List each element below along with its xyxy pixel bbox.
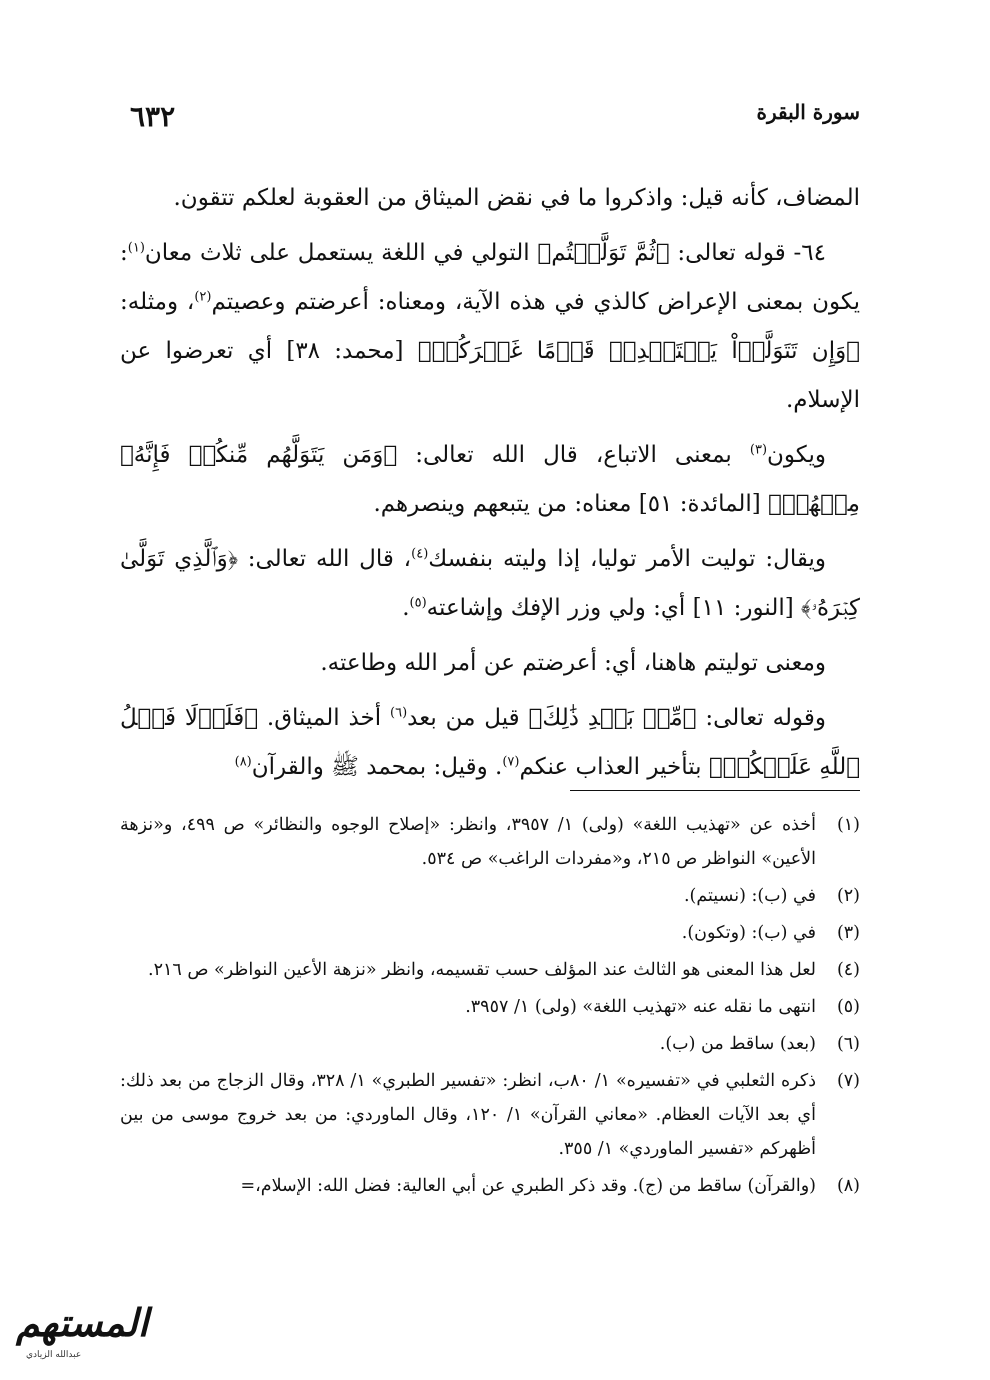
paragraph-5: ومعنى توليتم هاهنا، أي: أعرضتم عن أمر الله وطاعته. [320,650,826,676]
footnote-number: (٣) [836,923,860,943]
paragraph-6 [120,694,860,792]
footnote-text: انتهى ما نقله عنه «تهذيب اللغة» (ولى) ١/ ٣٩٥٧. [465,997,816,1017]
footnote-text: في (ب): (وتكون). [681,923,816,943]
footnote-number: (٦) [836,1034,860,1054]
paragraph-2-part-c: ، ومثله: ﴿وَإِن تَتَوَلَّوۡاْ يَسۡتَبۡدِلۡ قَوۡمًا غَيۡرَكُمۡ﴾ [محمد: ٣٨] أي تعرضوا عن الإسلام. [120,289,860,413]
footnotes [120,808,860,1206]
surah-title: سورة البقرة [756,100,860,124]
watermark-logo [8,1292,149,1374]
logo-calligraphy: المستهم [16,1300,149,1345]
footnote-6 [120,1027,860,1061]
paragraph-1: المضاف، كأنه قيل: واذكروا ما في نقض الميثاق من العقوبة لعلكم تتقون. [173,185,860,211]
paragraph-3 [120,431,860,529]
footnote-text: أخذه عن «تهذيب اللغة» (ولى) ١/ ٣٩٥٧، وانظر: «إصلاح الوجوه والنظائر» ص ٤٩٩، و«نزهة الأعين» النواظر ص ٢١٥، و«مفردات الراغب» ص ٥٣٤. [120,815,816,869]
footnote-ref-1[interactable]: (١) [127,240,145,256]
footnote-number: (٤) [836,960,860,980]
paragraph-3-part-b: بمعنى الاتباع، قال الله تعالى: ﴿وَمَن يَتَوَلَّهُم مِّنكُمۡ فَإِنَّهُۥ مِنۡهُمۡ﴾ [المائدة: ٥١] معناه: من يتبعهم وينصرهم. [120,442,860,517]
footnote-number: (٥) [836,997,860,1017]
footnote-number: (٢) [836,886,860,906]
footnote-5 [120,990,860,1024]
footnote-text: لعل هذا المعنى هو الثالث عند المؤلف حسب تقسيمه، وانظر «نزهة الأعين النواظر» ص ٢١٦. [147,960,816,980]
logo-subtext: عبدالله الزيادي [26,1350,82,1360]
footnote-3 [120,916,860,950]
footnote-ref-2[interactable]: (٢) [194,289,212,305]
footnote-text: (بعد) ساقط من (ب). [659,1034,816,1054]
main-text [120,174,860,798]
footnote-number: (٨) [836,1176,860,1196]
footnote-ref-8[interactable]: (٨) [234,754,252,770]
page-number: ٦٣٢ [130,100,176,133]
paragraph-4 [120,535,860,633]
paragraph-6-part-a: وقوله تعالى: ﴿مِّنۢ بَعۡدِ ذَٰلِكَ﴾ قيل من بعد [407,705,826,731]
footnote-divider [570,790,860,791]
footnote-text: ذكره الثعلبي في «تفسيره» ١/ ٨٠ب، انظر: «تفسير الطبري» ١/ ٣٢٨، وقال الزجاج من بعد ذلك: أي بعد الآيات العظام. «معاني القرآن» ١/ ١٢٠، وقال الماوردي: من بعد خروج موسى من بين أظهركم «تفسير الماوردي» ١/ ٣٥٥. [120,1071,816,1159]
footnote-ref-5[interactable]: (٥) [409,595,427,611]
footnote-1 [120,808,860,876]
footnote-8 [120,1169,860,1203]
footnote-ref-3[interactable]: (٣) [749,442,768,458]
paragraph-4-part-a: ويقال: توليت الأمر توليا، إذا وليته بنفسك [428,546,827,572]
footnote-text: (والقرآن) ساقط من (ج). وقد ذكر الطبري عن أبي العالية: فضل الله: الإسلام،= [240,1176,816,1196]
footnote-ref-6[interactable]: (٦) [390,705,408,721]
footnote-number: (٧) [836,1071,860,1091]
footnote-ref-7[interactable]: (٧) [502,754,520,770]
paragraph-2-part-a: ٦٤- قوله تعالى: ﴿ثُمَّ تَوَلَّيۡتُم﴾ التولي في اللغة يستعمل على ثلاث معان [144,240,826,266]
paragraph-2 [120,229,860,425]
footnote-text: في (ب): (نسيتم). [683,886,816,906]
paragraph-6-part-c: . وقيل: بمحمد ﷺ والقرآن [251,754,503,780]
paragraph-6-part-b: أخذ الميثاق. ﴿فَلَوۡلَا فَضۡلُ ٱللَّهِ عَلَيۡكُمۡ﴾ بتأخير العذاب عنكم [120,705,860,780]
footnote-2 [120,879,860,913]
footnote-number: (١) [836,815,860,835]
paragraph-4-part-b: ، قال الله تعالى: ﴿وَٱلَّذِي تَوَلَّىٰ كِبۡرَهُۥ﴾ [النور: ١١] أي: ولي وزر الإفك وإشاعته [120,546,860,621]
footnote-7 [120,1064,860,1166]
page-header [130,100,860,140]
footnote-ref-4[interactable]: (٤) [411,546,429,562]
paragraph-2-part-b: : يكون بمعنى الإعراض كالذي في هذه الآية، ومعناه: أعرضتم وعصيتم [120,240,860,315]
paragraph-3-part-a: ويكون [767,442,826,468]
footnote-4 [120,953,860,987]
paragraph-4-part-c: . [402,595,410,621]
